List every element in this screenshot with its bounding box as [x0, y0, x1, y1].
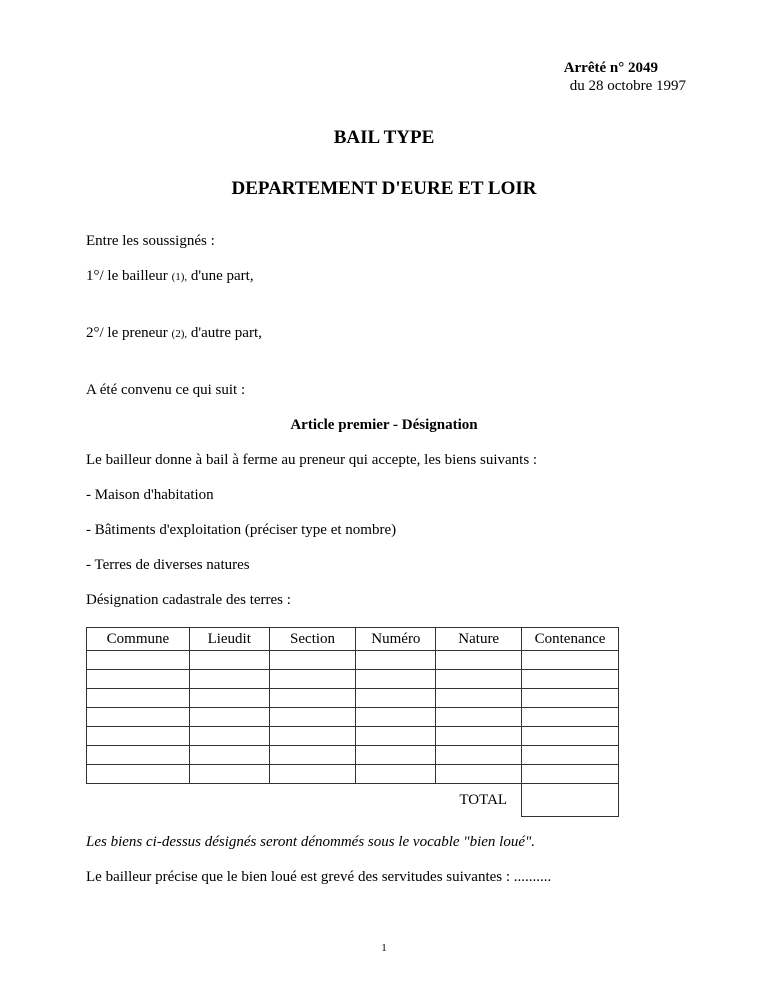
- table-cell: [356, 689, 436, 708]
- table-cell: [356, 765, 436, 784]
- table-cell: [522, 727, 619, 746]
- party-text: 1°/ le bailleur: [86, 268, 172, 284]
- total-label: TOTAL: [459, 791, 508, 808]
- table-row: [87, 727, 619, 746]
- document-title: BAIL TYPE: [333, 127, 435, 148]
- table-cell: [436, 651, 522, 670]
- agreed-text: A été convenu ce qui suit :: [86, 382, 246, 398]
- table-row: [87, 689, 619, 708]
- table-cell: [522, 708, 619, 727]
- arrete-date: du 28 octobre 1997: [569, 78, 686, 94]
- table-cell: [356, 670, 436, 689]
- table-row: [87, 746, 619, 765]
- table-cell: [436, 765, 522, 784]
- table-cell: [269, 765, 356, 784]
- article-intro: Le bailleur donne à bail à ferme au preneur qui accepte, les biens suivants :: [86, 452, 538, 468]
- cadastral-label: Désignation cadastrale des terres :: [86, 592, 291, 608]
- table-cell: [522, 765, 619, 784]
- italic-note: Les biens ci-dessus désignés seront dénommés sous le vocable "bien loué".: [86, 834, 536, 850]
- arrete-number: Arrêté n° 2049: [563, 60, 658, 76]
- servitudes-text: Le bailleur précise que le bien loué est grevé des servitudes suivantes : ..........: [86, 869, 552, 885]
- table-cell: [189, 727, 269, 746]
- item-maison: - Maison d'habitation: [86, 487, 214, 503]
- table-row: [87, 765, 619, 784]
- cadastral-table: [86, 627, 619, 817]
- table-row: [87, 651, 619, 670]
- table-cell: [356, 651, 436, 670]
- table-cell: [189, 670, 269, 689]
- footnote-ref: (1),: [171, 271, 188, 283]
- table-cell: [87, 651, 190, 670]
- col-contenance: Contenance: [522, 628, 619, 651]
- footnote-ref: (2),: [171, 328, 188, 340]
- table-cell: [189, 765, 269, 784]
- table-cell: [436, 708, 522, 727]
- table-cell: [269, 727, 356, 746]
- table-cell: [87, 727, 190, 746]
- party-bailleur: [86, 268, 254, 285]
- article-title: Article premier - Désignation: [290, 417, 478, 433]
- table-cell: [356, 727, 436, 746]
- col-section: Section: [269, 628, 356, 651]
- table-cell: [87, 689, 190, 708]
- table-cell: [87, 670, 190, 689]
- table-cell: [189, 746, 269, 765]
- table-cell: [87, 746, 190, 765]
- table-header-row: [87, 628, 619, 651]
- table-cell: [269, 746, 356, 765]
- table-cell: [189, 708, 269, 727]
- col-nature: Nature: [436, 628, 522, 651]
- page-number: 1: [381, 942, 387, 954]
- table-row: [87, 670, 619, 689]
- table-cell: [522, 670, 619, 689]
- party-text: 2°/ le preneur: [86, 325, 172, 341]
- table-cell: [522, 651, 619, 670]
- table-cell: [189, 689, 269, 708]
- total-cell: [522, 784, 619, 817]
- col-lieudit: Lieudit: [189, 628, 269, 651]
- table-cell: [269, 651, 356, 670]
- party-text: d'autre part,: [187, 325, 262, 341]
- table-cell: [87, 765, 190, 784]
- total-row: [87, 784, 619, 817]
- party-preneur: [86, 325, 262, 342]
- table-cell: [87, 708, 190, 727]
- col-numero: Numéro: [356, 628, 436, 651]
- table-cell: [356, 746, 436, 765]
- table-cell: [189, 651, 269, 670]
- table-cell: [522, 689, 619, 708]
- intro-text: Entre les soussignés :: [86, 233, 215, 249]
- item-batiments: - Bâtiments d'exploitation (préciser type et nombre): [86, 522, 397, 538]
- table-cell: [436, 746, 522, 765]
- table-cell: [436, 689, 522, 708]
- table-cell: [269, 670, 356, 689]
- party-text: d'une part,: [187, 268, 254, 284]
- table-cell: [269, 708, 356, 727]
- table-cell: [269, 689, 356, 708]
- col-commune: Commune: [87, 628, 190, 651]
- document-subtitle: DEPARTEMENT D'EURE ET LOIR: [231, 178, 537, 199]
- table-cell: [356, 708, 436, 727]
- table-cell: [436, 670, 522, 689]
- table-cell: [522, 746, 619, 765]
- table-row: [87, 708, 619, 727]
- table-cell: [436, 727, 522, 746]
- item-terres: - Terres de diverses natures: [86, 557, 250, 573]
